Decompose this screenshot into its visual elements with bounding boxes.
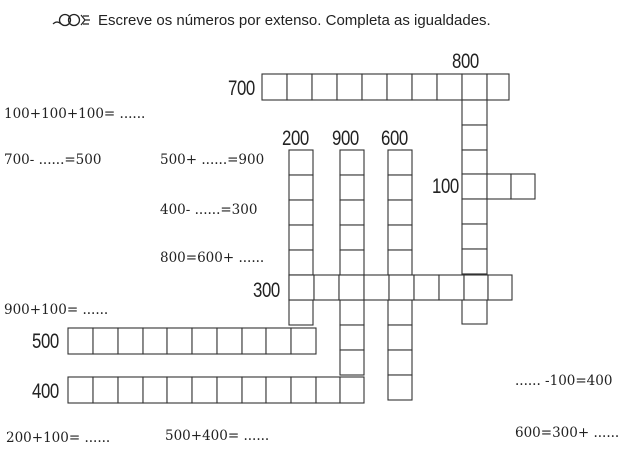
equation-2: 700- ......=500: [4, 152, 102, 168]
equation-5: 800=600+ ......: [160, 250, 265, 266]
clue-400: 400: [32, 380, 59, 403]
equation-8: 200+100= ......: [6, 430, 111, 446]
clue-800: 800: [452, 50, 479, 73]
clue-500: 500: [32, 330, 59, 353]
clue-900: 900: [332, 127, 359, 150]
instruction-text: Escreve os números por extenso. Completa as igualdades.: [98, 11, 491, 29]
clue-300: 300: [253, 279, 280, 302]
col-900: [340, 150, 364, 375]
row-100: [487, 174, 535, 199]
clue-200: 200: [282, 127, 309, 150]
row-700: [262, 74, 509, 100]
equation-6: 900+100= ......: [4, 302, 109, 318]
equation-1: 100+100+100= ......: [4, 106, 146, 122]
clue-100: 100: [432, 175, 459, 198]
row-500: [68, 328, 316, 354]
equation-7: ...... -100=400: [515, 373, 613, 389]
equation-4: 400- ......=300: [160, 202, 258, 218]
equation-10: 600=300+ ......: [515, 425, 620, 441]
row-400: [68, 377, 364, 403]
clue-600: 600: [381, 127, 408, 150]
equation-9: 500+400= ......: [165, 428, 270, 444]
row-300: [289, 275, 512, 300]
equation-3: 500+ ......=900: [160, 152, 265, 168]
clue-700: 700: [228, 77, 255, 100]
